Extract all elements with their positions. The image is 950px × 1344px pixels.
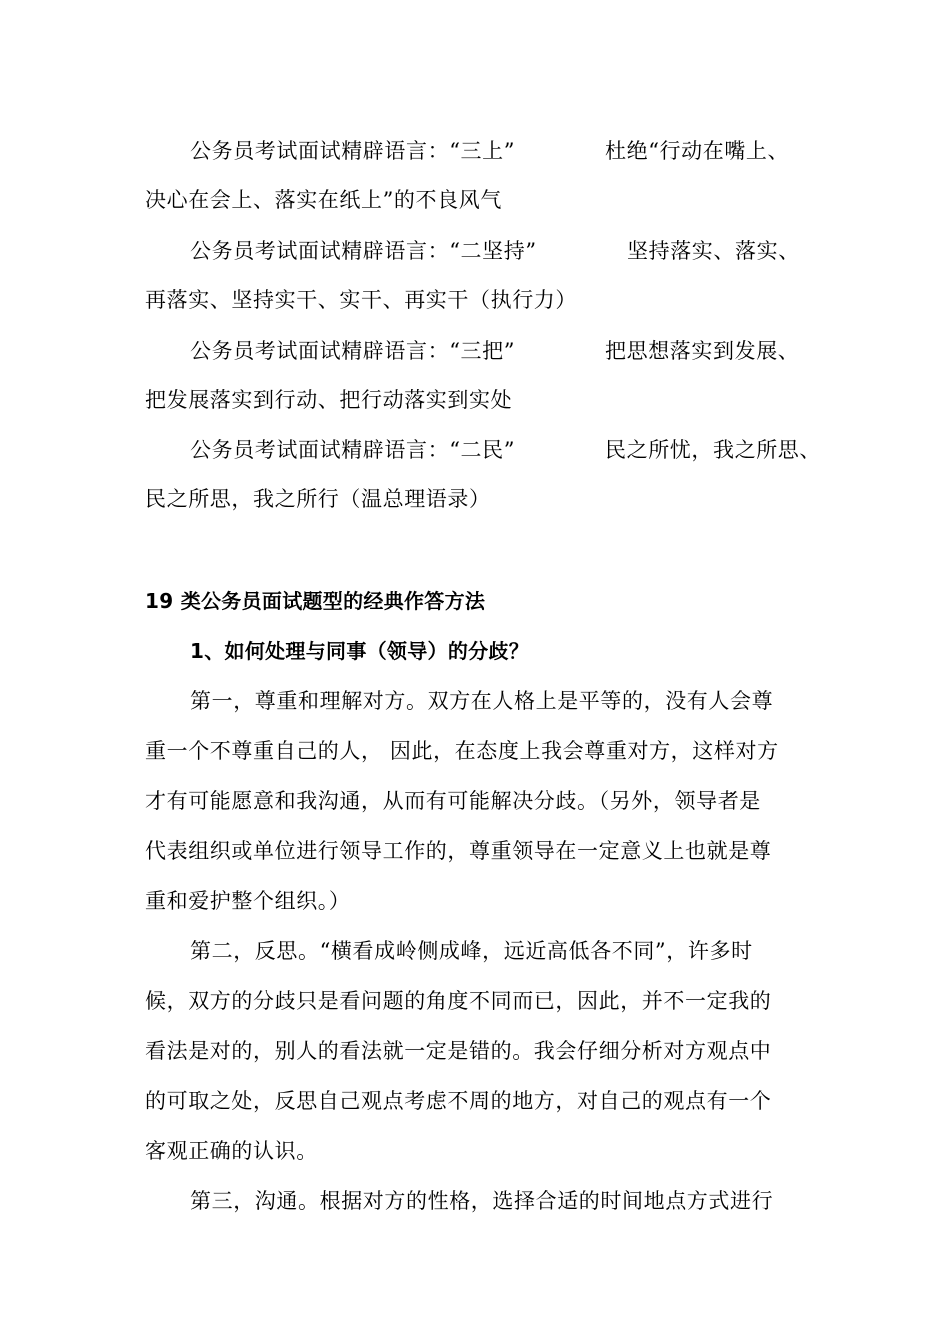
saying-4-label: 公务员考试面试精辟语言：“二民” xyxy=(190,438,516,462)
saying-3-label: 公务员考试面试精辟语言：“三把” xyxy=(190,339,516,363)
paragraph-2-line-3: 看法是对的，别人的看法就一定是错的。我会仔细分析对方观点中 xyxy=(145,1039,772,1063)
saying-2-label: 公务员考试面试精辟语言：“二坚持” xyxy=(190,239,537,263)
saying-3-line-2: 把发展落实到行动、把行动落实到实处 xyxy=(145,388,513,412)
saying-3-line-1 xyxy=(190,336,870,366)
paragraph-2-line-5: 客观正确的认识。 xyxy=(145,1139,318,1163)
paragraph-1-line-1: 第一，尊重和理解对方。双方在人格上是平等的，没有人会尊 xyxy=(190,689,774,713)
paragraph-3-line-1: 第三，沟通。根据对方的性格，选择合适的时间地点方式进行 xyxy=(190,1189,774,1213)
paragraph-1-line-4: 代表组织或单位进行领导工作的，尊重领导在一定意义上也就是尊 xyxy=(145,839,772,863)
saying-4-content-start: 民之所忧，我之所思、 xyxy=(605,438,821,462)
saying-1-line-2: 决心在会上、落实在纸上”的不良风气 xyxy=(145,188,502,212)
saying-1-content-start: 杜绝“行动在嘴上、 xyxy=(605,139,790,163)
paragraph-2-line-1: 第二，反思。“横看成岭侧成峰，远近高低各不同”，许多时 xyxy=(190,939,753,963)
paragraph-2-line-4: 的可取之处，反思自己观点考虑不周的地方，对自己的观点有一个 xyxy=(145,1089,772,1113)
section-title: 19 类公务员面试题型的经典作答方法 xyxy=(145,589,486,613)
saying-1-line-1 xyxy=(190,136,870,166)
question-heading: 1、如何处理与同事（领导）的分歧？ xyxy=(190,639,530,663)
paragraph-1-line-3: 才有可能愿意和我沟通，从而有可能解决分歧。（另外，领导者是 xyxy=(145,789,761,813)
saying-1-label: 公务员考试面试精辟语言：“三上” xyxy=(190,139,516,163)
saying-4-line-2: 民之所思，我之所行（温总理语录） xyxy=(145,487,491,511)
paragraph-1-line-2: 重一个不尊重自己的人， 因此，在态度上我会尊重对方，这样对方 xyxy=(145,739,779,763)
paragraph-2-line-2: 候，双方的分歧只是看问题的角度不同而已，因此，并不一定我的 xyxy=(145,989,772,1013)
saying-4-line-1 xyxy=(190,435,870,465)
saying-3-content-start: 把思想落实到发展、 xyxy=(605,339,800,363)
saying-2-line-1 xyxy=(190,236,870,266)
saying-2-content-start: 坚持落实、落实、 xyxy=(627,239,800,263)
paragraph-1-line-5: 重和爱护整个组织。） xyxy=(145,889,351,913)
saying-2-line-2: 再落实、坚持实干、实干、再实干（执行力） xyxy=(145,288,577,312)
